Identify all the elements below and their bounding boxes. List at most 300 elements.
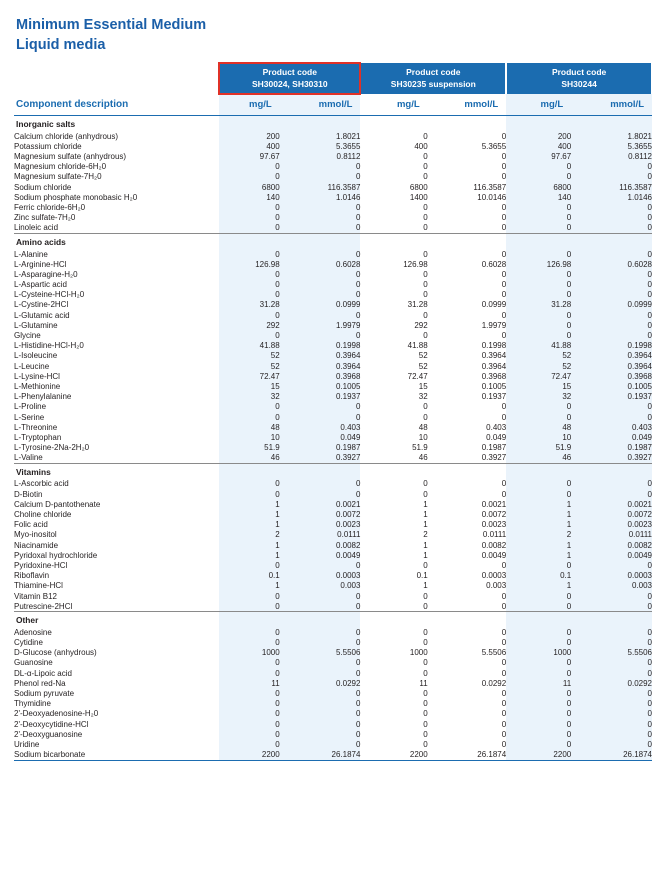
component-name: Guanosine bbox=[14, 658, 53, 668]
component-value: 0 bbox=[571, 719, 652, 729]
component-value: 0.8112 bbox=[280, 151, 361, 161]
component-value: 1 bbox=[219, 550, 280, 560]
section-header-spacer bbox=[280, 233, 361, 249]
table-row bbox=[14, 141, 652, 151]
component-value: 1 bbox=[506, 540, 571, 550]
section-header-spacer bbox=[280, 612, 361, 628]
component-value: 48 bbox=[219, 422, 280, 432]
component-value: 0 bbox=[280, 601, 361, 612]
component-name: Niacinamide bbox=[14, 540, 59, 550]
table-row bbox=[14, 699, 652, 709]
component-value: 0 bbox=[280, 330, 361, 340]
component-value: 0.1 bbox=[416, 571, 428, 581]
section-header-spacer bbox=[428, 612, 507, 628]
component-value: 0 bbox=[506, 489, 571, 499]
product-code-header-row bbox=[14, 63, 652, 94]
component-value: 0.1987 bbox=[481, 443, 507, 453]
table-row bbox=[14, 259, 652, 269]
component-value: 0.0082 bbox=[481, 540, 507, 550]
component-value: 0 bbox=[501, 709, 507, 719]
component-value: 1000 bbox=[409, 648, 428, 658]
component-value: 0 bbox=[506, 162, 571, 172]
component-value: 97.67 bbox=[506, 151, 571, 161]
component-value: 0 bbox=[423, 627, 428, 637]
component-value: 0.1937 bbox=[571, 392, 652, 402]
component-value: 0.049 bbox=[486, 432, 507, 442]
table-row bbox=[14, 499, 652, 509]
component-name: L-Serine bbox=[14, 412, 45, 422]
component-value: 26.1874 bbox=[571, 750, 652, 761]
component-value: 0 bbox=[506, 310, 571, 320]
component-name: Potassium chloride bbox=[14, 141, 82, 151]
component-value: 32 bbox=[506, 392, 571, 402]
component-name: L-Isoleucine bbox=[14, 351, 58, 361]
component-value: 0 bbox=[501, 479, 507, 489]
component-value: 0.1005 bbox=[481, 381, 507, 391]
table-row bbox=[14, 658, 652, 668]
component-value: 0 bbox=[571, 709, 652, 719]
component-value: 0 bbox=[506, 719, 571, 729]
table-row bbox=[14, 310, 652, 320]
component-value: 0 bbox=[219, 172, 280, 182]
component-value: 0 bbox=[571, 739, 652, 749]
component-value: 0 bbox=[571, 162, 652, 172]
component-value: 41.88 bbox=[407, 341, 428, 351]
component-value: 1 bbox=[423, 581, 428, 591]
component-value: 1 bbox=[423, 520, 428, 530]
component-value: 0 bbox=[219, 269, 280, 279]
component-value: 6800 bbox=[409, 182, 428, 192]
component-value: 0 bbox=[280, 668, 361, 678]
component-value: 0 bbox=[280, 213, 361, 223]
component-name: Sodium phosphate monobasic H₂0 bbox=[14, 192, 138, 202]
component-value: 0.0049 bbox=[280, 550, 361, 560]
component-value: 0 bbox=[423, 331, 428, 341]
section-header-spacer bbox=[428, 233, 507, 249]
component-name: 2'-Deoxycytidine-HCl bbox=[14, 719, 89, 729]
component-value: 400 bbox=[219, 141, 280, 151]
component-value: 0 bbox=[501, 402, 507, 412]
component-name: L-Alanine bbox=[14, 249, 48, 259]
component-value: 0 bbox=[571, 658, 652, 668]
component-value: 0.003 bbox=[486, 581, 507, 591]
component-value: 11 bbox=[419, 678, 428, 688]
product-code-2-line1: Product code bbox=[406, 67, 461, 78]
component-value: 1.8021 bbox=[571, 131, 652, 141]
table-row bbox=[14, 432, 652, 442]
component-name: L-Tyrosine-2Na-2H₂0 bbox=[14, 443, 90, 453]
table-row bbox=[14, 560, 652, 570]
section-header-spacer bbox=[360, 463, 427, 479]
component-value: 0 bbox=[571, 412, 652, 422]
component-name: Magnesium sulfate-7H₂0 bbox=[14, 172, 102, 182]
component-value: 1 bbox=[219, 499, 280, 509]
component-value: 2200 bbox=[506, 750, 571, 761]
component-name: DL-α-Lipoic acid bbox=[14, 668, 72, 678]
unit-header-4: mg/L bbox=[506, 94, 571, 116]
table-row bbox=[14, 729, 652, 739]
component-value: 0 bbox=[219, 729, 280, 739]
component-value: 0 bbox=[219, 213, 280, 223]
title-line-2: Liquid media bbox=[16, 36, 106, 53]
component-value: 0 bbox=[571, 202, 652, 212]
unit-header-5: mmol/L bbox=[571, 94, 652, 116]
component-name: Magnesium chloride-6H₂0 bbox=[14, 162, 107, 172]
component-value: 0.0292 bbox=[280, 678, 361, 688]
component-value: 0 bbox=[219, 330, 280, 340]
component-name: Pyridoxal hydrochloride bbox=[14, 550, 98, 560]
component-value: 0.1998 bbox=[280, 341, 361, 351]
component-name: L-Lysine-HCl bbox=[14, 371, 60, 381]
table-row bbox=[14, 131, 652, 141]
component-value: 116.3587 bbox=[280, 182, 361, 192]
table-row bbox=[14, 371, 652, 381]
component-value: 1 bbox=[219, 520, 280, 530]
component-value: 6800 bbox=[506, 182, 571, 192]
section-header-spacer bbox=[360, 612, 427, 628]
component-name: D-Biotin bbox=[14, 489, 43, 499]
component-name: L-Glutamine bbox=[14, 320, 58, 330]
component-value: 1.9979 bbox=[280, 320, 361, 330]
component-value: 0 bbox=[219, 668, 280, 678]
component-value: 31.28 bbox=[219, 300, 280, 310]
component-value: 52 bbox=[506, 351, 571, 361]
component-value: 0 bbox=[571, 479, 652, 489]
component-value: 0 bbox=[423, 709, 428, 719]
component-value: 0 bbox=[501, 152, 507, 162]
component-value: 0 bbox=[423, 638, 428, 648]
component-value: 0.0292 bbox=[571, 678, 652, 688]
component-value: 0.1005 bbox=[280, 381, 361, 391]
component-value: 2 bbox=[219, 530, 280, 540]
table-row bbox=[14, 192, 652, 202]
product-code-column-2 bbox=[360, 63, 506, 94]
component-value: 52 bbox=[219, 351, 280, 361]
component-value: 0.3968 bbox=[571, 371, 652, 381]
component-value: 0 bbox=[423, 719, 428, 729]
component-value: 0 bbox=[423, 591, 428, 601]
table-row bbox=[14, 269, 652, 279]
component-value: 0 bbox=[506, 213, 571, 223]
component-value: 0.403 bbox=[571, 422, 652, 432]
product-code-column-1 bbox=[219, 63, 360, 94]
component-value: 0 bbox=[501, 591, 507, 601]
component-value: 0 bbox=[501, 269, 507, 279]
component-value: 1.0146 bbox=[571, 192, 652, 202]
component-value: 0 bbox=[571, 601, 652, 612]
component-value: 0.0021 bbox=[481, 499, 507, 509]
component-value: 0 bbox=[501, 280, 507, 290]
component-value: 0 bbox=[506, 202, 571, 212]
component-value: 0 bbox=[506, 412, 571, 422]
component-value: 200 bbox=[219, 131, 280, 141]
component-value: 0 bbox=[280, 479, 361, 489]
component-value: 0 bbox=[501, 560, 507, 570]
component-value: 0 bbox=[506, 402, 571, 412]
component-value: 52 bbox=[219, 361, 280, 371]
component-value: 0.3964 bbox=[571, 361, 652, 371]
component-value: 0 bbox=[571, 699, 652, 709]
component-value: 0 bbox=[506, 591, 571, 601]
component-value: 1 bbox=[423, 550, 428, 560]
component-value: 0 bbox=[506, 601, 571, 612]
section-header-spacer bbox=[571, 463, 652, 479]
component-value: 0.1998 bbox=[481, 341, 507, 351]
component-value: 0.003 bbox=[280, 581, 361, 591]
component-value: 1400 bbox=[409, 192, 428, 202]
component-value: 0 bbox=[571, 213, 652, 223]
component-value: 0 bbox=[506, 269, 571, 279]
component-value: 0 bbox=[219, 223, 280, 234]
component-value: 0 bbox=[571, 560, 652, 570]
section-header-spacer bbox=[360, 233, 427, 249]
unit-header-3: mmol/L bbox=[428, 94, 507, 116]
table-row bbox=[14, 648, 652, 658]
component-value: 0 bbox=[423, 601, 428, 611]
component-value: 0 bbox=[501, 172, 507, 182]
section-header-spacer bbox=[219, 463, 280, 479]
component-name: 2'-Deoxyadenosine-H₂0 bbox=[14, 709, 99, 719]
component-value: 0.3968 bbox=[280, 371, 361, 381]
component-value: 0.0082 bbox=[571, 540, 652, 550]
component-value: 46 bbox=[506, 453, 571, 464]
component-value: 0 bbox=[501, 213, 507, 223]
component-value: 0.3964 bbox=[280, 351, 361, 361]
component-value: 51.9 bbox=[412, 443, 428, 453]
component-value: 0 bbox=[501, 729, 507, 739]
component-name: L-Histidine-HCl-H₂0 bbox=[14, 341, 84, 351]
table-row bbox=[14, 479, 652, 489]
section-header-spacer bbox=[219, 233, 280, 249]
component-value: 0.6028 bbox=[280, 259, 361, 269]
component-value: 0 bbox=[219, 688, 280, 698]
product-code-3-line1: Product code bbox=[551, 67, 607, 78]
component-value: 10 bbox=[219, 432, 280, 442]
component-name: L-Threonine bbox=[14, 422, 58, 432]
component-value: 0 bbox=[506, 172, 571, 182]
component-name: Riboflavin bbox=[14, 571, 50, 581]
unit-header-0: mg/L bbox=[219, 94, 280, 116]
component-value: 0.1 bbox=[506, 571, 571, 581]
component-value: 0 bbox=[280, 310, 361, 320]
table-row bbox=[14, 540, 652, 550]
component-value: 0 bbox=[501, 658, 507, 668]
component-value: 0 bbox=[280, 412, 361, 422]
component-value: 0 bbox=[571, 320, 652, 330]
component-value: 31.28 bbox=[407, 300, 428, 310]
component-value: 0 bbox=[506, 249, 571, 259]
component-value: 0 bbox=[506, 699, 571, 709]
component-value: 10.0146 bbox=[477, 192, 507, 202]
component-value: 0 bbox=[219, 402, 280, 412]
table-row bbox=[14, 341, 652, 351]
component-value: 0.0072 bbox=[571, 509, 652, 519]
component-value: 1.8021 bbox=[280, 131, 361, 141]
component-value: 0 bbox=[280, 249, 361, 259]
section-name: Other bbox=[14, 612, 219, 628]
component-value: 0.1987 bbox=[280, 443, 361, 453]
component-value: 15 bbox=[418, 381, 428, 391]
component-value: 0.0111 bbox=[571, 530, 652, 540]
component-value: 0 bbox=[571, 402, 652, 412]
component-value: 0.403 bbox=[280, 422, 361, 432]
component-value: 97.67 bbox=[219, 151, 280, 161]
component-value: 0 bbox=[280, 172, 361, 182]
component-value: 0 bbox=[280, 688, 361, 698]
component-value: 52 bbox=[418, 351, 428, 361]
component-value: 0 bbox=[280, 658, 361, 668]
component-name: L-Proline bbox=[14, 402, 47, 412]
section-header-spacer bbox=[571, 233, 652, 249]
table-row bbox=[14, 151, 652, 161]
component-value: 0.1937 bbox=[280, 392, 361, 402]
component-value: 0 bbox=[219, 489, 280, 499]
component-value: 0 bbox=[501, 162, 507, 172]
component-name: Calcium chloride (anhydrous) bbox=[14, 131, 119, 141]
component-value: 0.0023 bbox=[571, 520, 652, 530]
component-value: 32 bbox=[219, 392, 280, 402]
component-value: 11 bbox=[506, 678, 571, 688]
component-value: 0 bbox=[423, 489, 428, 499]
component-value: 0 bbox=[219, 310, 280, 320]
section-header-spacer bbox=[571, 116, 652, 132]
component-value: 5.3655 bbox=[280, 141, 361, 151]
product-code-1-line1: Product code bbox=[262, 67, 317, 78]
table-row bbox=[14, 509, 652, 519]
component-value: 0.0082 bbox=[280, 540, 361, 550]
component-value: 0 bbox=[506, 709, 571, 719]
component-name: L-Phenylalanine bbox=[14, 392, 72, 402]
component-name: Pyridoxine-HCl bbox=[14, 560, 68, 570]
component-name: L-Aspartic acid bbox=[14, 280, 67, 290]
component-value: 0 bbox=[506, 627, 571, 637]
section-header-row bbox=[14, 233, 652, 249]
table-row bbox=[14, 591, 652, 601]
component-value: 0.0292 bbox=[481, 678, 507, 688]
table-row bbox=[14, 520, 652, 530]
component-name: L-Asparagine-H₂0 bbox=[14, 269, 78, 279]
table-row bbox=[14, 571, 652, 581]
component-value: 0 bbox=[219, 739, 280, 749]
component-value: 52 bbox=[506, 361, 571, 371]
component-value: 0 bbox=[423, 729, 428, 739]
component-value: 0 bbox=[280, 638, 361, 648]
component-name: Magnesium sulfate (anhydrous) bbox=[14, 152, 127, 162]
component-value: 140 bbox=[219, 192, 280, 202]
component-value: 5.5506 bbox=[481, 648, 507, 658]
table-row bbox=[14, 443, 652, 453]
component-value: 0 bbox=[571, 223, 652, 234]
component-value: 0 bbox=[571, 280, 652, 290]
component-value: 0 bbox=[423, 310, 428, 320]
component-name: L-Ascorbic acid bbox=[14, 479, 69, 489]
formulation-table bbox=[14, 63, 653, 761]
header-spacer bbox=[14, 63, 219, 94]
component-value: 72.47 bbox=[506, 371, 571, 381]
component-name: Cytidine bbox=[14, 638, 43, 648]
component-value: 400 bbox=[506, 141, 571, 151]
component-value: 0.3964 bbox=[571, 351, 652, 361]
component-value: 0.0999 bbox=[571, 300, 652, 310]
component-value: 0.3927 bbox=[280, 453, 361, 464]
component-value: 0 bbox=[280, 489, 361, 499]
component-value: 0.8112 bbox=[571, 151, 652, 161]
component-value: 0.1987 bbox=[571, 443, 652, 453]
component-value: 2 bbox=[423, 530, 428, 540]
component-value: 0 bbox=[506, 560, 571, 570]
component-value: 41.88 bbox=[219, 341, 280, 351]
component-value: 116.3587 bbox=[473, 182, 507, 192]
component-name: Thymidine bbox=[14, 699, 51, 709]
table-row bbox=[14, 489, 652, 499]
component-value: 0.1998 bbox=[571, 341, 652, 351]
component-value: 0.6028 bbox=[481, 259, 507, 269]
section-header-spacer bbox=[280, 463, 361, 479]
component-value: 26.1874 bbox=[477, 750, 507, 760]
component-value: 1 bbox=[219, 581, 280, 591]
component-value: 0 bbox=[571, 172, 652, 182]
component-value: 126.98 bbox=[506, 259, 571, 269]
component-value: 0 bbox=[571, 489, 652, 499]
table-row bbox=[14, 709, 652, 719]
component-value: 0 bbox=[571, 729, 652, 739]
component-value: 41.88 bbox=[506, 341, 571, 351]
component-value: 0.003 bbox=[571, 581, 652, 591]
component-value: 0 bbox=[571, 290, 652, 300]
component-value: 0 bbox=[501, 699, 507, 709]
component-value: 0 bbox=[506, 223, 571, 234]
table-row bbox=[14, 601, 652, 612]
component-value: 0 bbox=[219, 627, 280, 637]
product-code-3-line2: SH30244 bbox=[561, 78, 597, 89]
component-value: 292 bbox=[414, 320, 428, 330]
section-header-spacer bbox=[219, 612, 280, 628]
component-value: 0 bbox=[219, 162, 280, 172]
table-row bbox=[14, 330, 652, 340]
component-value: 0 bbox=[423, 202, 428, 212]
component-value: 0 bbox=[571, 310, 652, 320]
component-value: 0 bbox=[219, 479, 280, 489]
component-value: 0 bbox=[280, 709, 361, 719]
component-value: 0.3964 bbox=[481, 351, 507, 361]
component-value: 0.1 bbox=[219, 571, 280, 581]
component-value: 0.0111 bbox=[482, 530, 507, 540]
component-value: 0.0023 bbox=[280, 520, 361, 530]
table-row bbox=[14, 213, 652, 223]
component-value: 0 bbox=[280, 719, 361, 729]
component-value: 5.5506 bbox=[280, 648, 361, 658]
component-value: 0 bbox=[506, 658, 571, 668]
component-value: 0 bbox=[423, 699, 428, 709]
section-header-spacer bbox=[506, 116, 571, 132]
component-value: 0 bbox=[506, 739, 571, 749]
component-value: 0 bbox=[423, 131, 428, 141]
table-row bbox=[14, 402, 652, 412]
component-value: 26.1874 bbox=[280, 750, 361, 761]
component-value: 1000 bbox=[506, 648, 571, 658]
component-value: 0 bbox=[501, 223, 507, 233]
product-code-column-3 bbox=[506, 63, 652, 94]
component-value: 0.0021 bbox=[571, 499, 652, 509]
component-name: Vitamin B12 bbox=[14, 591, 57, 601]
component-value: 0 bbox=[423, 249, 428, 259]
table-row bbox=[14, 750, 652, 761]
component-value: 0 bbox=[280, 560, 361, 570]
table-row bbox=[14, 739, 652, 749]
component-value: 0 bbox=[219, 601, 280, 612]
component-name: 2'-Deoxyguanosine bbox=[14, 729, 83, 739]
component-name: Thiamine-HCl bbox=[14, 581, 63, 591]
